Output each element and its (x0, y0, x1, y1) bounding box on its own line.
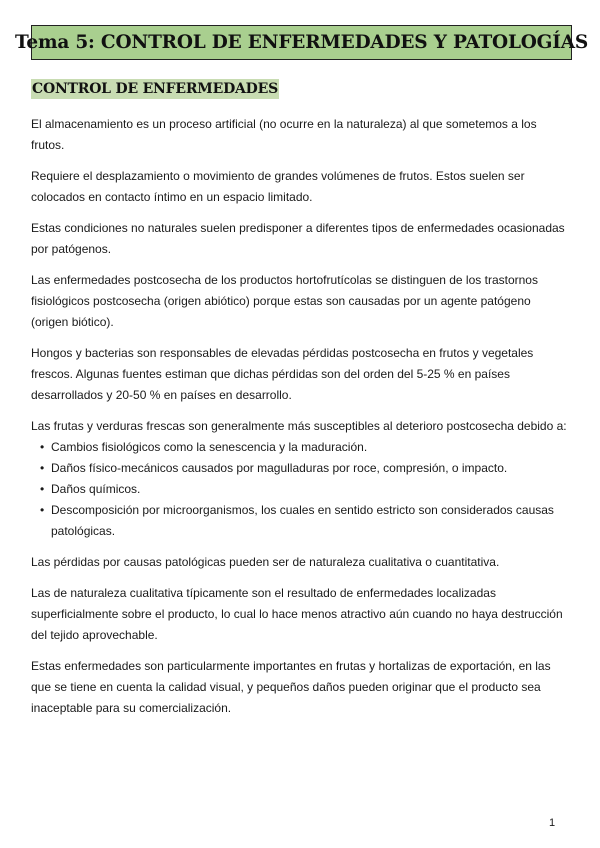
document-body (31, 114, 571, 729)
list-item (27, 437, 571, 458)
bullet-icon: • (40, 503, 45, 517)
bullet-list (31, 437, 571, 542)
paragraph: Las enfermedades postcosecha de los productos hortofrutícolas se distinguen de los trastornos fisiológicos postcosecha (origen abiótico) porque estas son causadas por un agente patógeno (origen biótico). (31, 273, 538, 329)
list-item-text: Descomposición por microorganismos, los cuales en sentido estricto son considerados causas patológicas. (51, 503, 554, 538)
list-item (27, 479, 571, 500)
list-item-text: Daños químicos. (51, 482, 141, 496)
bullet-icon: • (40, 482, 45, 496)
list-item (27, 458, 571, 479)
title-banner (14, 25, 589, 60)
list-intro: Las frutas y verduras frescas son generalmente más susceptibles al deterioro postcosecha debido a: (31, 419, 567, 433)
paragraph: Requiere el desplazamiento o movimiento de grandes volúmenes de frutos. Estos suelen ser colocados en contacto íntimo en un espacio limitado. (31, 169, 525, 204)
bullet-icon: • (40, 461, 45, 475)
paragraph: Las pérdidas por causas patológicas pueden ser de naturaleza cualitativa o cuantitativa. (31, 555, 500, 569)
paragraph: El almacenamiento es un proceso artificial (no ocurre en la naturaleza) al que sometemos a los frutos. (31, 117, 537, 152)
paragraph: Hongos y bacterias son responsables de elevadas pérdidas postcosecha en frutos y vegetales frescos. Algunas fuentes estiman que dichas pérdidas son del orden del 5-25 % en países desarrollados y 20-50 % en países en desarrollo. (31, 346, 534, 402)
section-heading: CONTROL DE ENFERMEDADES (32, 81, 278, 97)
paragraph: Estas condiciones no naturales suelen predisponer a diferentes tipos de enfermedades ocasionadas por patógenos. (31, 221, 565, 256)
list-item-text: Cambios fisiológicos como la senescencia y la maduración. (51, 440, 368, 454)
bullet-icon: • (40, 440, 45, 454)
list-item (27, 500, 571, 542)
page-number: 1 (549, 817, 556, 829)
paragraph: Las de naturaleza cualitativa típicamente son el resultado de enfermedades localizadas superficialmente sobre el producto, lo cual lo hace menos atractivo aún cuando no haya destrucción del tejido aprovechable. (31, 586, 563, 642)
page-title: Tema 5: CONTROL DE ENFERMEDADES Y PATOLOGÍAS (14, 32, 589, 53)
paragraph: Estas enfermedades son particularmente importantes en frutas y hortalizas de exportación, en las que se tiene en cuenta la calidad visual, y pequeños daños pueden originar que el producto sea inaceptable para su comercialización. (31, 659, 551, 715)
list-item-text: Daños físico-mecánicos causados por magulladuras por roce, compresión, o impacto. (51, 461, 508, 475)
